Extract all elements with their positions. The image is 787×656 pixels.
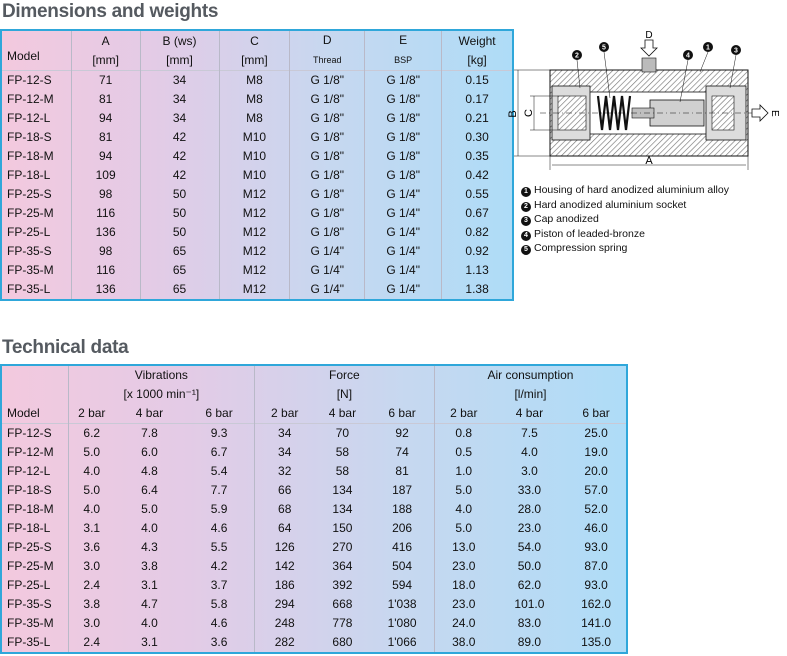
table-cell: 38.0 bbox=[434, 633, 492, 653]
table-cell: 18.0 bbox=[434, 576, 492, 595]
table-row bbox=[1, 147, 513, 166]
table-cell: 3.7 bbox=[210, 578, 228, 592]
technical-drawing bbox=[500, 30, 787, 175]
label-b: B bbox=[507, 110, 519, 118]
table-cell: 7.5 bbox=[521, 426, 538, 440]
table-cell: 1.38 bbox=[442, 280, 513, 300]
table-cell: 392 bbox=[332, 578, 353, 592]
table-cell: G 1/4" bbox=[365, 261, 442, 280]
table-cell: 5.0 bbox=[434, 481, 492, 500]
cell-model: FP-35-S bbox=[7, 244, 52, 258]
outlet-arrow bbox=[752, 105, 768, 121]
table-cell: 4.2 bbox=[210, 559, 228, 573]
table-cell: 23.0 bbox=[434, 557, 492, 576]
table-row bbox=[1, 128, 513, 147]
table-cell: 3.1 bbox=[68, 519, 114, 538]
table-cell: 54.0 bbox=[517, 540, 542, 554]
table-cell: M12 bbox=[219, 185, 290, 204]
dimensions-header-row bbox=[1, 30, 513, 71]
technical-group-row bbox=[1, 365, 627, 404]
cell-model: FP-12-S bbox=[7, 73, 52, 87]
table-cell: 0.55 bbox=[442, 185, 513, 204]
header-b: B (ws) [mm] bbox=[140, 30, 219, 71]
cell-model: FP-12-L bbox=[7, 464, 51, 478]
table-cell: 5.5 bbox=[210, 540, 228, 554]
label-c: C bbox=[523, 109, 535, 117]
table-cell: 98 bbox=[71, 242, 140, 261]
table-cell: 34 bbox=[140, 109, 219, 128]
cell-model: FP-12-M bbox=[7, 445, 54, 459]
table-cell: 778 bbox=[332, 616, 353, 630]
table-cell: G 1/4" bbox=[365, 242, 442, 261]
table-cell: G 1/8" bbox=[365, 166, 442, 185]
header-d: D Thread bbox=[290, 30, 365, 71]
table-cell: 3.1 bbox=[141, 578, 158, 592]
table-cell: G 1/8" bbox=[290, 128, 365, 147]
table-cell: 135.0 bbox=[581, 635, 612, 649]
table-cell: 116 bbox=[71, 261, 140, 280]
header-air-4bar: 4 bar bbox=[515, 406, 544, 420]
table-row bbox=[1, 261, 513, 280]
table-cell: 7.8 bbox=[141, 426, 158, 440]
table-row bbox=[1, 90, 513, 109]
table-cell: G 1/8" bbox=[290, 90, 365, 109]
cell-model: FP-18-L bbox=[7, 521, 51, 535]
table-cell: 6.2 bbox=[68, 424, 114, 444]
table-cell: G 1/4" bbox=[290, 242, 365, 261]
table-cell: 34 bbox=[140, 71, 219, 91]
legend-item: 3 Cap anodized bbox=[521, 212, 729, 227]
table-cell: 57.0 bbox=[584, 483, 608, 497]
table-cell: 28.0 bbox=[517, 502, 542, 516]
table-cell: G 1/8" bbox=[290, 185, 365, 204]
table-cell: G 1/8" bbox=[290, 109, 365, 128]
cell-model: FP-25-M bbox=[7, 559, 54, 573]
cell-model: FP-25-L bbox=[7, 225, 51, 239]
table-cell: G 1/8" bbox=[290, 147, 365, 166]
table-cell: 50.0 bbox=[517, 559, 542, 573]
table-cell: G 1/8" bbox=[365, 109, 442, 128]
cell-model: FP-18-M bbox=[7, 502, 54, 516]
table-cell: G 1/8" bbox=[365, 128, 442, 147]
table-cell: 0.82 bbox=[442, 223, 513, 242]
table-cell: 50 bbox=[140, 185, 219, 204]
table-cell: 0.92 bbox=[442, 242, 513, 261]
group-force: Force [N] bbox=[254, 365, 434, 404]
cell-model: FP-35-M bbox=[7, 616, 54, 630]
table-cell: 5.0 bbox=[68, 481, 114, 500]
table-cell: 162.0 bbox=[581, 597, 612, 611]
cell-model: FP-25-S bbox=[7, 540, 52, 554]
table-cell: 1.0 bbox=[434, 462, 492, 481]
table-cell: 5.8 bbox=[210, 597, 228, 611]
cell-model: FP-12-L bbox=[7, 111, 51, 125]
header-vib-4bar: 4 bar bbox=[135, 406, 164, 420]
table-cell: 136 bbox=[71, 223, 140, 242]
table-cell: 0.21 bbox=[442, 109, 513, 128]
table-cell: 1.13 bbox=[442, 261, 513, 280]
table-cell: 4.7 bbox=[141, 597, 158, 611]
table-cell: 3.0 bbox=[521, 464, 538, 478]
table-cell: 9.3 bbox=[210, 426, 228, 440]
cell-model: FP-35-L bbox=[7, 635, 51, 649]
table-cell: 98 bbox=[71, 185, 140, 204]
table-cell: 4.6 bbox=[210, 521, 228, 535]
header-c: C [mm] bbox=[219, 30, 290, 71]
table-cell: 0.5 bbox=[434, 443, 492, 462]
table-cell: 3.0 bbox=[68, 557, 114, 576]
table-cell: 134 bbox=[332, 483, 353, 497]
table-row bbox=[1, 204, 513, 223]
table-cell: 101.0 bbox=[514, 597, 545, 611]
table-cell: 74 bbox=[395, 445, 409, 459]
table-row bbox=[1, 538, 627, 557]
table-cell: 4.8 bbox=[141, 464, 158, 478]
cell-model: FP-12-M bbox=[7, 92, 54, 106]
table-cell: G 1/8" bbox=[290, 204, 365, 223]
table-cell: 1'066 bbox=[387, 635, 417, 649]
table-cell: 5.9 bbox=[210, 502, 228, 516]
table-row bbox=[1, 576, 627, 595]
header-model: Model bbox=[7, 49, 40, 63]
table-cell: 65 bbox=[140, 280, 219, 300]
cell-model: FP-18-L bbox=[7, 168, 51, 182]
table-cell: 5.4 bbox=[210, 464, 228, 478]
header-model: Model bbox=[7, 406, 40, 420]
table-cell: 50 bbox=[140, 204, 219, 223]
table-cell: 4.0 bbox=[68, 462, 114, 481]
table-cell: 32 bbox=[254, 462, 314, 481]
legend-item: 5 Compression spring bbox=[521, 241, 729, 256]
table-cell: 134 bbox=[332, 502, 353, 516]
table-row bbox=[1, 166, 513, 185]
table-cell: 188 bbox=[392, 502, 413, 516]
table-cell: G 1/4" bbox=[290, 261, 365, 280]
table-row bbox=[1, 633, 627, 653]
table-cell: 2.4 bbox=[68, 576, 114, 595]
table-cell: 58 bbox=[335, 445, 350, 459]
table-cell: 89.0 bbox=[517, 635, 542, 649]
table-cell: 50 bbox=[140, 223, 219, 242]
table-row bbox=[1, 109, 513, 128]
table-row bbox=[1, 500, 627, 519]
table-cell: 4.0 bbox=[141, 521, 158, 535]
cell-model: FP-35-M bbox=[7, 263, 54, 277]
table-row bbox=[1, 223, 513, 242]
technical-pressure-row bbox=[1, 404, 627, 424]
table-cell: 33.0 bbox=[517, 483, 542, 497]
table-cell: 0.17 bbox=[442, 90, 513, 109]
table-row bbox=[1, 71, 513, 91]
table-cell: 4.0 bbox=[521, 445, 538, 459]
table-cell: 23.0 bbox=[517, 521, 542, 535]
table-cell: 504 bbox=[392, 559, 413, 573]
table-cell: G 1/8" bbox=[290, 223, 365, 242]
label-a: A bbox=[645, 155, 653, 167]
table-cell: 1'080 bbox=[387, 616, 417, 630]
table-cell: 0.30 bbox=[442, 128, 513, 147]
table-cell: 68 bbox=[254, 500, 314, 519]
table-cell: 5.0 bbox=[434, 519, 492, 538]
table-cell: 4.0 bbox=[434, 500, 492, 519]
table-cell: M12 bbox=[219, 204, 290, 223]
table-row bbox=[1, 242, 513, 261]
table-cell: G 1/4" bbox=[365, 223, 442, 242]
table-row bbox=[1, 185, 513, 204]
table-cell: M8 bbox=[219, 109, 290, 128]
table-cell: M10 bbox=[219, 128, 290, 147]
table-cell: 23.0 bbox=[434, 595, 492, 614]
table-row bbox=[1, 481, 627, 500]
table-cell: 126 bbox=[254, 538, 314, 557]
cell-model: FP-12-S bbox=[7, 426, 52, 440]
group-vibrations: Vibrations [x 1000 min⁻¹] bbox=[68, 365, 254, 404]
callout-5: 5 bbox=[602, 44, 606, 52]
table-cell: G 1/8" bbox=[290, 166, 365, 185]
cell-model: FP-35-S bbox=[7, 597, 52, 611]
label-d: D bbox=[645, 30, 653, 41]
table-cell: 93.0 bbox=[584, 540, 608, 554]
header-a: A [mm] bbox=[71, 30, 140, 71]
callout-1: 1 bbox=[706, 44, 710, 52]
header-weight: Weight [kg] bbox=[442, 30, 513, 71]
table-cell: 71 bbox=[71, 71, 140, 91]
table-cell: G 1/4" bbox=[290, 280, 365, 300]
inlet-arrow bbox=[641, 40, 657, 56]
table-cell: 6.0 bbox=[141, 445, 158, 459]
table-cell: 81 bbox=[71, 90, 140, 109]
table-cell: 34 bbox=[140, 90, 219, 109]
table-cell: 87.0 bbox=[584, 559, 608, 573]
table-cell: 4.0 bbox=[68, 500, 114, 519]
table-cell: 64 bbox=[254, 519, 314, 538]
cell-model: FP-25-S bbox=[7, 187, 52, 201]
legend-item: 4 Piston of leaded-bronze bbox=[521, 227, 729, 242]
table-cell: 92 bbox=[395, 426, 409, 440]
header-air-2bar: 2 bar bbox=[434, 404, 492, 424]
table-cell: 81 bbox=[395, 464, 409, 478]
table-cell: 42 bbox=[140, 147, 219, 166]
table-cell: 3.6 bbox=[68, 538, 114, 557]
technical-table bbox=[0, 364, 628, 654]
callout-3: 3 bbox=[734, 47, 738, 55]
table-cell: M10 bbox=[219, 147, 290, 166]
table-row bbox=[1, 595, 627, 614]
table-cell: 594 bbox=[392, 578, 413, 592]
table-cell: 65 bbox=[140, 261, 219, 280]
legend-item: 2 Hard anodized aluminium socket bbox=[521, 198, 729, 213]
table-cell: 3.8 bbox=[141, 559, 158, 573]
table-cell: G 1/4" bbox=[365, 280, 442, 300]
table-cell: 142 bbox=[254, 557, 314, 576]
cell-model: FP-35-L bbox=[7, 282, 51, 296]
cell-model: FP-25-L bbox=[7, 578, 51, 592]
table-cell: 42 bbox=[140, 128, 219, 147]
table-cell: 1'038 bbox=[387, 597, 417, 611]
label-e: E bbox=[769, 110, 780, 117]
table-cell: 141.0 bbox=[581, 616, 612, 630]
header-force-4bar: 4 bar bbox=[328, 406, 357, 420]
table-cell: 680 bbox=[332, 635, 353, 649]
header-vib-2bar: 2 bar bbox=[68, 404, 114, 424]
table-cell: G 1/8" bbox=[365, 71, 442, 91]
legend bbox=[521, 183, 729, 256]
table-cell: 0.8 bbox=[434, 424, 492, 444]
table-row bbox=[1, 462, 627, 481]
group-air: Air consumption [l/min] bbox=[434, 365, 627, 404]
table-cell: 109 bbox=[71, 166, 140, 185]
table-cell: 52.0 bbox=[584, 502, 608, 516]
table-cell: 187 bbox=[392, 483, 413, 497]
header-force-6bar: 6 bar bbox=[388, 406, 416, 420]
table-cell: 13.0 bbox=[434, 538, 492, 557]
table-row bbox=[1, 424, 627, 444]
table-cell: 42 bbox=[140, 166, 219, 185]
table-cell: 294 bbox=[254, 595, 314, 614]
table-cell: 5.0 bbox=[68, 443, 114, 462]
table-cell: 3.1 bbox=[141, 635, 158, 649]
table-cell: 206 bbox=[392, 521, 413, 535]
table-cell: 58 bbox=[335, 464, 350, 478]
table-cell: 24.0 bbox=[434, 614, 492, 633]
table-cell: 0.35 bbox=[442, 147, 513, 166]
table-cell: 3.8 bbox=[68, 595, 114, 614]
table-cell: 62.0 bbox=[517, 578, 542, 592]
table-cell: 4.3 bbox=[141, 540, 158, 554]
table-cell: M12 bbox=[219, 242, 290, 261]
table-cell: M8 bbox=[219, 90, 290, 109]
table-cell: 6.7 bbox=[210, 445, 228, 459]
table-cell: G 1/8" bbox=[365, 147, 442, 166]
table-cell: 0.67 bbox=[442, 204, 513, 223]
table-cell: 70 bbox=[335, 426, 350, 440]
table-cell: M12 bbox=[219, 280, 290, 300]
header-e: E BSP bbox=[365, 30, 442, 71]
table-cell: 248 bbox=[254, 614, 314, 633]
cell-model: FP-18-S bbox=[7, 483, 52, 497]
table-cell: M12 bbox=[219, 261, 290, 280]
table-cell: M12 bbox=[219, 223, 290, 242]
table-cell: 186 bbox=[254, 576, 314, 595]
table-cell: 2.4 bbox=[68, 633, 114, 653]
table-cell: 20.0 bbox=[584, 464, 608, 478]
table-cell: 5.0 bbox=[141, 502, 158, 516]
cell-model: FP-18-M bbox=[7, 149, 54, 163]
table-cell: 416 bbox=[392, 540, 413, 554]
legend-item: 1 Housing of hard anodized aluminium alloy bbox=[521, 183, 729, 198]
section-title-dimensions: Dimensions and weights bbox=[2, 1, 219, 22]
table-cell: 136 bbox=[71, 280, 140, 300]
table-cell: 0.15 bbox=[442, 71, 513, 91]
table-cell: 668 bbox=[332, 597, 353, 611]
callout-4: 4 bbox=[686, 52, 690, 60]
table-cell: G 1/8" bbox=[365, 90, 442, 109]
table-cell: 3.6 bbox=[210, 635, 228, 649]
dimensions-table bbox=[0, 29, 514, 301]
table-cell: 34 bbox=[254, 424, 314, 444]
table-cell: 34 bbox=[254, 443, 314, 462]
table-cell: 4.6 bbox=[210, 616, 228, 630]
table-cell: G 1/4" bbox=[365, 204, 442, 223]
table-cell: 46.0 bbox=[584, 521, 608, 535]
table-cell: 94 bbox=[71, 147, 140, 166]
table-cell: 65 bbox=[140, 242, 219, 261]
table-cell: 364 bbox=[332, 559, 353, 573]
table-cell: 81 bbox=[71, 128, 140, 147]
table-cell: 282 bbox=[254, 633, 314, 653]
section-title-technical: Technical data bbox=[2, 337, 129, 358]
callout-2: 2 bbox=[575, 52, 579, 60]
table-cell: 83.0 bbox=[517, 616, 542, 630]
table-cell: M8 bbox=[219, 71, 290, 91]
table-cell: 19.0 bbox=[584, 445, 608, 459]
table-cell: 270 bbox=[332, 540, 353, 554]
table-row bbox=[1, 557, 627, 576]
table-cell: 4.0 bbox=[141, 616, 158, 630]
table-cell: G 1/8" bbox=[290, 71, 365, 91]
table-row bbox=[1, 443, 627, 462]
table-row bbox=[1, 280, 513, 300]
table-cell: M10 bbox=[219, 166, 290, 185]
table-row bbox=[1, 519, 627, 538]
table-cell: 7.7 bbox=[210, 483, 228, 497]
table-row bbox=[1, 614, 627, 633]
table-cell: 150 bbox=[332, 521, 353, 535]
table-cell: 66 bbox=[254, 481, 314, 500]
table-cell: 6.4 bbox=[141, 483, 158, 497]
table-cell: 25.0 bbox=[584, 426, 608, 440]
table-cell: 93.0 bbox=[584, 578, 608, 592]
table-cell: G 1/4" bbox=[365, 185, 442, 204]
table-cell: 3.0 bbox=[68, 614, 114, 633]
header-force-2bar: 2 bar bbox=[254, 404, 314, 424]
cell-model: FP-18-S bbox=[7, 130, 52, 144]
table-cell: 94 bbox=[71, 109, 140, 128]
cell-model: FP-25-M bbox=[7, 206, 54, 220]
table-cell: 116 bbox=[71, 204, 140, 223]
header-vib-6bar: 6 bar bbox=[205, 406, 233, 420]
header-air-6bar: 6 bar bbox=[582, 406, 610, 420]
table-cell: 0.42 bbox=[442, 166, 513, 185]
